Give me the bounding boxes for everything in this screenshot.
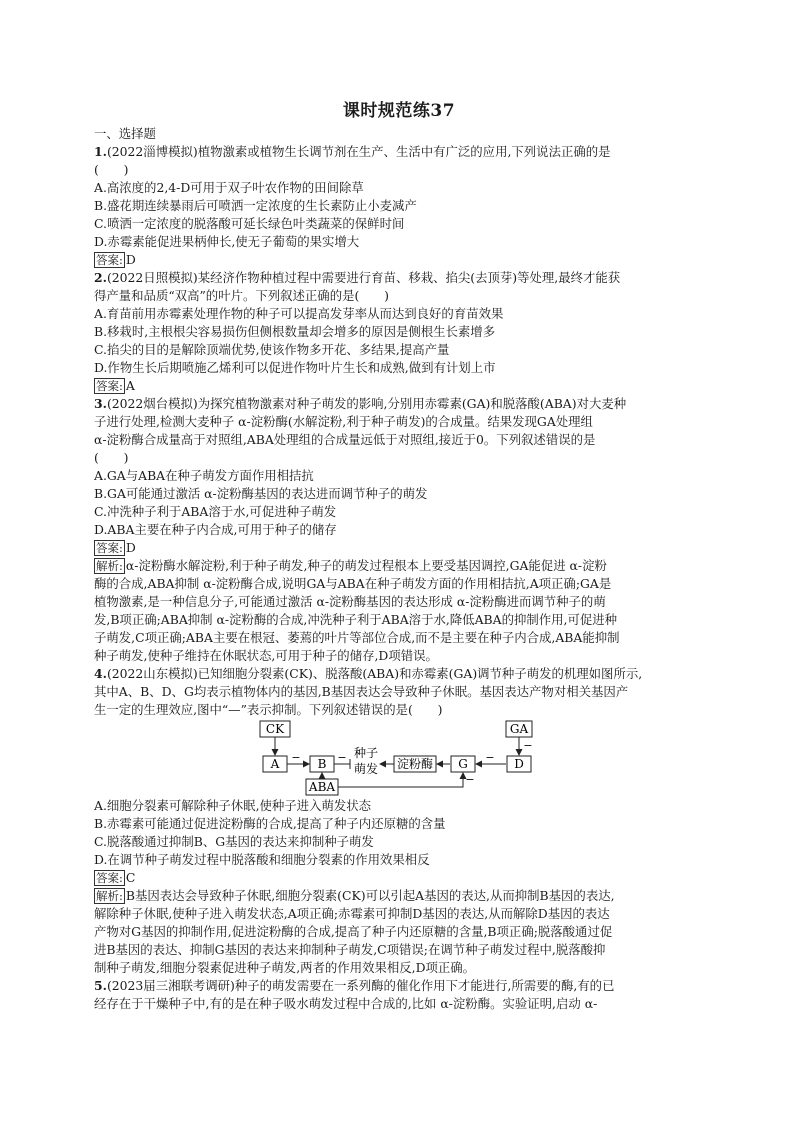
explanation-line [94, 887, 704, 905]
answer-tag: 答案: [96, 379, 123, 393]
question-stem [94, 395, 704, 413]
aba-label: ABA [308, 780, 336, 794]
answer-line [94, 539, 704, 557]
explanation-text: 发,B项正确;ABA抑制 α-淀粉酶的合成,冲洗种子利于ABA溶于水,降低ABA的抑制作用,可促进种 [94, 612, 618, 627]
explanation-text: 种子萌发,使种子维持在休眠状态,可用于种子的储存,D项错误。 [94, 648, 438, 663]
gene-b-label: B [317, 757, 327, 771]
explanation-text: 酶的合成,ABA抑制 α-淀粉酶合成,说明GA与ABA在种子萌发方面的作用相拮抗,A项正确;GA是 [94, 576, 612, 591]
question-text-cont: 经存在于干燥种子中,有的是在种子吸水萌发过程中合成的,比如 α-淀粉酶。实验证明,启动 α- [94, 996, 598, 1011]
question-4 [94, 665, 704, 977]
explanation-text: 制种子萌发,细胞分裂素促进种子萌发,两者的作用效果相反,D项正确。 [94, 960, 476, 975]
question-number: 5. [94, 978, 107, 993]
question-number: 2. [94, 270, 107, 285]
option-c: C.掐尖的目的是解除顶端优势,使该作物多开花、多结果,提高产量 [94, 342, 450, 357]
question-text: (2022山东模拟)已知细胞分裂素(CK)、脱落酸(ABA)和赤霉素(GA)调节种子萌发的机理如图所示, [106, 666, 643, 681]
minus-sign: − [523, 739, 533, 752]
question-text: (2023届三湘联考调研)种子的萌发需要在一系列酶的催化作用下才能进行,所需要的酶,有的已 [106, 978, 615, 993]
question-stem [94, 665, 704, 683]
section-heading: 一、选择题 [94, 126, 156, 141]
answer-tag: 答案: [96, 871, 123, 885]
answer-value: C [125, 870, 136, 885]
explanation-tag: 解析: [96, 559, 123, 573]
question-stem [94, 977, 704, 995]
answer-tag: 答案: [96, 541, 123, 555]
question-text-cont: α-淀粉酶合成量高于对照组,ABA处理组的合成量远低于对照组,接近于0。下列叙述错误的是 [94, 432, 596, 447]
question-text: (2022淄博模拟)植物激素或植物生长调节剂在生产、生活中有广泛的应用,下列说法正确的是 [106, 144, 611, 159]
minus-sign: − [337, 751, 347, 764]
option-d: D.ABA主要在种子内合成,可用于种子的储存 [94, 522, 337, 537]
question-stem [94, 143, 704, 161]
answer-parenthesis: ( ) [94, 162, 129, 177]
answer-value: D [125, 540, 136, 555]
gene-d-label: D [514, 757, 524, 771]
amylase-label: 淀粉酶 [396, 757, 434, 771]
question-1 [94, 143, 704, 269]
gene-g-label: G [458, 757, 468, 771]
question-2 [94, 269, 704, 395]
answer-line [94, 251, 704, 269]
explanation-text: 解除种子休眠,使种子进入萌发状态,A项正确;赤霉素可抑制D基因的表达,从而解除D基因的表达 [94, 906, 610, 921]
question-text: (2022烟台模拟)为探究植物激素对种子萌发的影响,分别用赤霉素(GA)和脱落酸(ABA)对大麦种 [106, 396, 627, 411]
option-c: C.冲洗种子利于ABA溶于水,可促进种子萌发 [94, 504, 337, 519]
option-a: A.GA与ABA在种子萌发方面作用相拮抗 [94, 468, 314, 483]
question-text-cont: 得产量和品质“双高”的叶片。下列叙述正确的是( ) [94, 288, 389, 303]
answer-line [94, 869, 704, 887]
option-c: C.喷洒一定浓度的脱落酸可延长绿色叶类蔬菜的保鲜时间 [94, 216, 405, 231]
option-b: B.盛花期连续暴雨后可喷洒一定浓度的生长素防止小麦减产 [94, 198, 417, 213]
minus-sign: − [291, 751, 301, 764]
answer-value: A [125, 378, 135, 393]
option-d: D.作物生长后期喷施乙烯利可以促进作物叶片生长和成熟,做到有计划上市 [94, 360, 496, 375]
question-number: 1. [94, 144, 107, 159]
option-d: D.在调节种子萌发过程中脱落酸和细胞分裂素的作用效果相反 [94, 852, 430, 867]
seed-label-line2: 萌发 [353, 762, 379, 776]
explanation-text: B基因表达会导致种子休眠,细胞分裂素(CK)可以引起A基因的表达,从而抑制B基因的表达, [125, 888, 615, 903]
option-b: B.赤霉素可能通过促进淀粉酶的合成,提高了种子内还原糖的含量 [94, 816, 446, 831]
ga-label: GA [509, 722, 529, 736]
option-c: C.脱落酸通过抑制B、G基因的表达来抑制种子萌发 [94, 834, 374, 849]
explanation-text: α-淀粉酶水解淀粉,利于种子萌发,种子的萌发过程根本上要受基因调控,GA能促进 α-淀粉 [125, 558, 607, 573]
explanation-text: 进B基因的表达、抑制G基因的表达来抑制种子萌发,C项错误;在调节种子萌发过程中,脱落酸抑 [94, 942, 606, 957]
explanation-text: 产物对G基因的抑制作用,促进淀粉酶的合成,提高了种子内还原糖的含量,B项正确;脱落酸通过促 [94, 924, 613, 939]
minus-sign: − [465, 773, 475, 786]
answer-parenthesis: ( ) [94, 450, 129, 465]
question-number: 3. [94, 396, 107, 411]
option-d: D.赤霉素能促进果柄伸长,使无子葡萄的果实增大 [94, 234, 360, 249]
seed-label-line1: 种子 [353, 746, 379, 760]
option-b: B.移栽时,主根根尖容易损伤但侧根数量却会增多的原因是侧根生长素增多 [94, 324, 496, 339]
question-stem [94, 269, 704, 287]
minus-sign: − [485, 751, 495, 764]
question-text: (2022日照模拟)某经济作物种植过程中需要进行育苗、移栽、掐尖(去顶芽)等处理,最终才能获 [106, 270, 621, 285]
diagram-svg [94, 719, 704, 797]
question-5 [94, 977, 704, 1013]
answer-line [94, 377, 704, 395]
option-a: A.高浓度的2,4-D可用于双子叶农作物的田间除草 [94, 180, 364, 195]
explanation-text: 子萌发,C项正确;ABA主要在根冠、萎蔫的叶片等部位合成,而不是主要在种子内合成,ABA能抑制 [94, 630, 620, 645]
explanation-tag: 解析: [96, 889, 123, 903]
page-title: 课时规范练37 [342, 101, 456, 121]
answer-tag: 答案: [96, 253, 123, 267]
option-a: A.育苗前用赤霉素处理作物的种子可以提高发芽率从而达到良好的育苗效果 [94, 306, 504, 321]
option-a: A.细胞分裂素可解除种子休眠,使种子进入萌发状态 [94, 798, 372, 813]
question-text-cont: 其中A、B、D、G均表示植物体内的基因,B基因表达会导致种子休眠。基因表达产物对相关基因产 [94, 684, 629, 699]
question-text-cont: 子进行处理,检测大麦种子 α-淀粉酶(水解淀粉,利于种子萌发)的合成量。结果发现GA处理组 [94, 414, 593, 429]
worksheet-page [94, 96, 704, 1013]
question-number: 4. [94, 666, 107, 681]
regulation-diagram [94, 719, 704, 797]
ck-label: CK [265, 722, 285, 736]
question-3 [94, 395, 704, 665]
explanation-line [94, 557, 704, 575]
question-text-cont: 生一定的生理效应,图中“—”表示抑制。下列叙述错误的是( ) [94, 702, 443, 717]
explanation-text: 植物激素,是一种信息分子,可能通过激活 α-淀粉酶基因的表达形成 α-淀粉酶进而调节种子的萌 [94, 594, 606, 609]
answer-value: D [125, 252, 136, 267]
gene-a-label: A [270, 757, 280, 771]
option-b: B.GA可能通过激活 α-淀粉酶基因的表达进而调节种子的萌发 [94, 486, 428, 501]
